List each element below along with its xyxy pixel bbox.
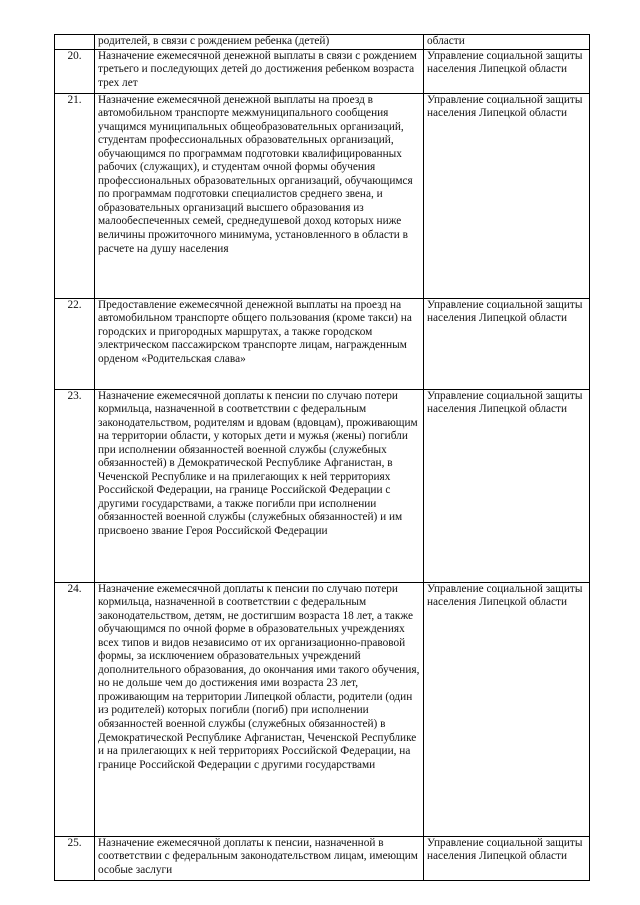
service-description: Назначение ежемесячной денежной выплаты на проезд в автомобильном транспорте межмуниципального сообщения учащимся муниципальных общеобразовательных организаций, студентам профессиональных образовательных организаций, обучающимся по программам подготовки квалифицированных рабочих (служащих), и студентам очной формы обучения профессиональных образовательных организаций, обучающимся по программам подготовки специалистов среднего звена, и образовательных организаций высшего образования из малообеспеченных семей, среднедушевой доход которых ниже величины прожиточного минимума, установленного в области в расчете на душу населения xyxy=(95,93,424,298)
responsible-authority: Управление социальной защиты населения Липецкой области xyxy=(424,298,590,389)
responsible-authority: Управление социальной защиты населения Липецкой области xyxy=(424,836,590,880)
service-description: Назначение ежемесячной денежной выплаты в связи с рождением третьего и последующих детей до достижения ребенком возраста трех лет xyxy=(95,49,424,93)
service-description: Назначение ежемесячной доплаты к пенсии по случаю потери кормильца, назначенной в соответствии с федеральным законодательством, детям, не достигшим возраста 18 лет, а также обучающимся по очной форме в образовательных учреждениях всех типов и видов независимо от их организационно-правовой формы, за исключением образовательных учреждений дополнительного образования, до окончания ими такого обучения, но не дольше чем до достижения ими возраста 23 лет, проживающим на территории Липецкой области, родители (один из родителей) которых погибли (погиб) при исполнении обязанностей военной службы (служебных обязанностей) в Демократической Республике Афганистан, Чеченской Республике и на прилегающих к ней территориях Российской Федерации, на границе Российской Федерации с другими государствами xyxy=(95,582,424,836)
table-row xyxy=(55,298,590,389)
service-description: Назначение ежемесячной доплаты к пенсии по случаю потери кормильца, назначенной в соответствии с федеральным законодательством, родителям и вдовам (вдовцам), проживающим на территории области, у которых дети и мужья (жены) погибли при исполнении обязанностей военной службы (служебных обязанностей) в Демократической Республике Афганистан, в Чеченской Республике и на прилегающих к ней территориях Российской Федерации, на границе Российской Федерации с другими государствами, а также погибли при исполнении обязанностей военной службы (служебных обязанностей) и им присвоено звание Героя Российской Федерации xyxy=(95,389,424,582)
responsible-authority: Управление социальной защиты населения Липецкой области xyxy=(424,389,590,582)
responsible-authority: Управление социальной защиты населения Липецкой области xyxy=(424,49,590,93)
responsible-authority: Управление социальной защиты населения Липецкой области xyxy=(424,582,590,836)
table-row xyxy=(55,35,590,50)
row-number: 23. xyxy=(55,389,95,582)
responsible-authority: Управление социальной защиты населения Липецкой области xyxy=(424,93,590,298)
service-description: Предоставление ежемесячной денежной выплаты на проезд на автомобильном транспорте общего пользования (кроме такси) на городских и пригородных маршрутах, а также городском электрическом пассажирском транспорте лицам, награжденным орденом «Родительская слава» xyxy=(95,298,424,389)
row-number: 21. xyxy=(55,93,95,298)
row-number: 22. xyxy=(55,298,95,389)
services-table xyxy=(54,34,590,881)
row-number: 20. xyxy=(55,49,95,93)
row-number xyxy=(55,35,95,50)
table-row xyxy=(55,93,590,298)
table-row xyxy=(55,836,590,880)
service-description: родителей, в связи с рождением ребенка (детей) xyxy=(95,35,424,50)
service-description: Назначение ежемесячной доплаты к пенсии, назначенной в соответствии с федеральным законодательством лицам, имеющим особые заслуги xyxy=(95,836,424,880)
row-number: 24. xyxy=(55,582,95,836)
row-number: 25. xyxy=(55,836,95,880)
responsible-authority: области xyxy=(424,35,590,50)
table-row xyxy=(55,582,590,836)
table-row xyxy=(55,49,590,93)
table-row xyxy=(55,389,590,582)
